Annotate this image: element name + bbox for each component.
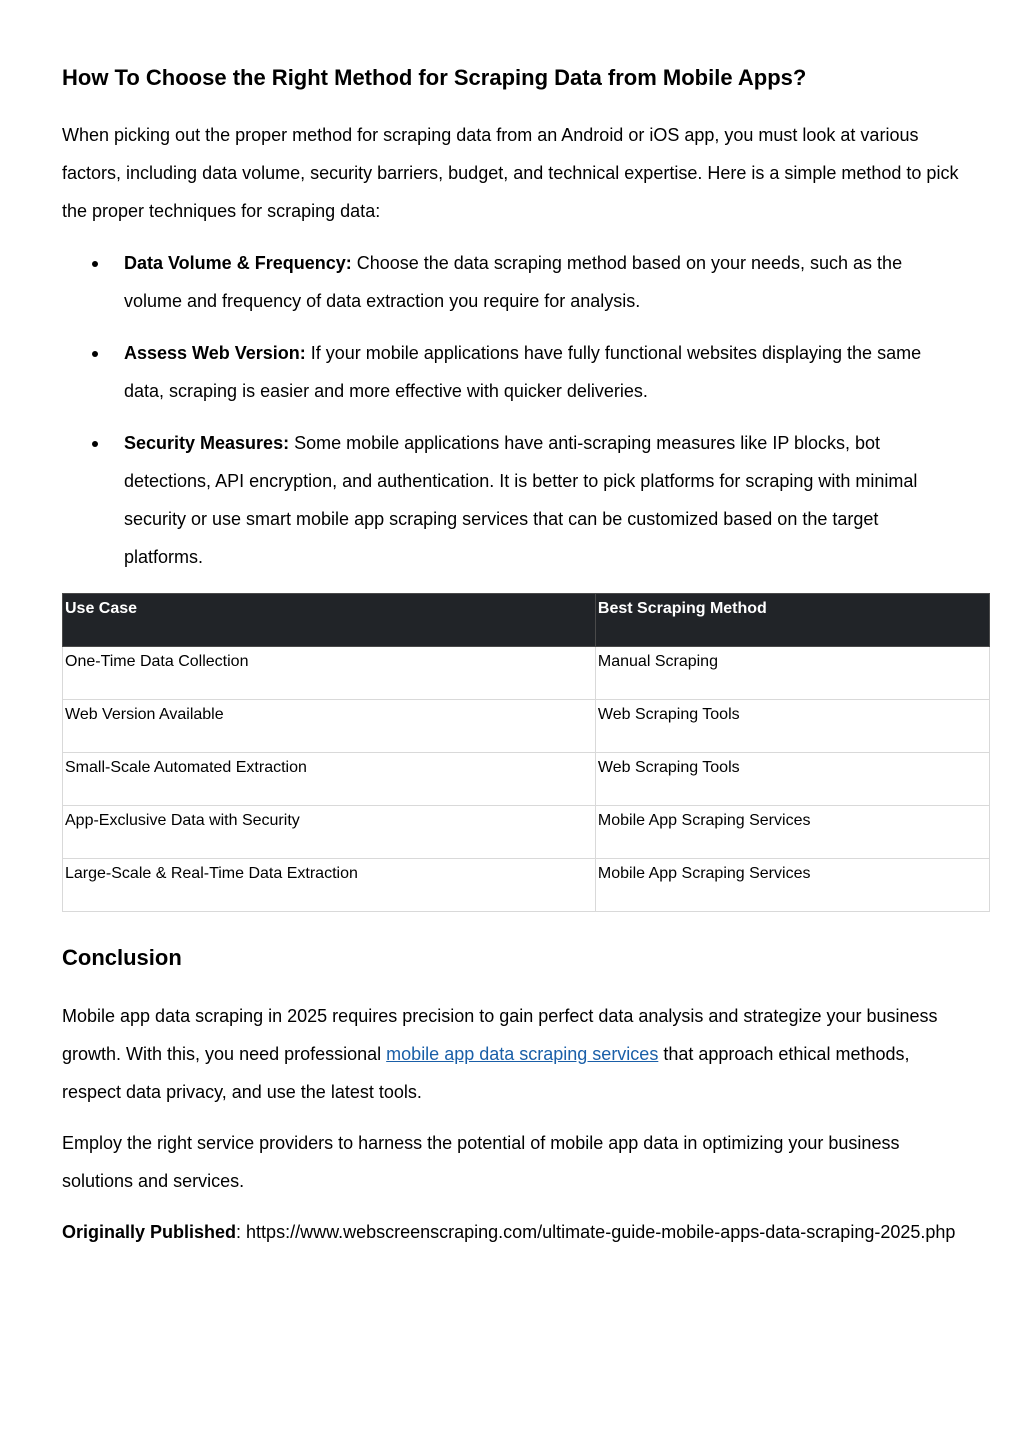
methods-table: [62, 593, 990, 912]
list-item-text: Choose the data scraping method based on your needs, such as the volume and frequency of data extraction you require for analysis.: [124, 253, 903, 311]
table-row: [63, 806, 990, 859]
table-row: [63, 700, 990, 753]
published-source: [62, 1213, 962, 1251]
table-cell-method: Manual Scraping: [595, 647, 989, 700]
conclusion-paragraph: [62, 997, 962, 1111]
list-item-label: Security Measures:: [124, 433, 290, 453]
conclusion-paragraph-2: Employ the right service providers to harness the potential of mobile app data in optimizing your business solutions and services.: [62, 1133, 900, 1191]
bullet-icon: [92, 261, 98, 267]
published-url: : https://www.webscreenscraping.com/ultimate-guide-mobile-apps-data-scraping-2025.php: [236, 1222, 956, 1242]
published-label: Originally Published: [62, 1222, 237, 1242]
list-item: [62, 424, 954, 576]
table-cell-use-case: One-Time Data Collection: [63, 647, 596, 700]
section-heading-method: How To Choose the Right Method for Scraping Data from Mobile Apps?: [62, 65, 807, 90]
list-item-label: Data Volume & Frequency:: [124, 253, 352, 273]
intro-paragraph: When picking out the proper method for scraping data from an Android or iOS app, you must look at various factors, including data volume, security barriers, budget, and technical expertise. Here is a simple method to pick the proper techniques for scraping data:: [62, 125, 959, 221]
section-heading-conclusion: Conclusion: [62, 945, 182, 970]
conclusion-text-after: that approach ethical methods, respect data privacy, and use the latest tools.: [62, 1044, 910, 1102]
bullet-icon: [92, 351, 98, 357]
table-row: [63, 859, 990, 912]
list-item: [62, 334, 954, 410]
table-cell-method: Mobile App Scraping Services: [595, 859, 989, 912]
table-header-row: [63, 594, 990, 647]
table-row: [63, 753, 990, 806]
column-header-use-case: Use Case: [63, 594, 596, 647]
factors-list: [62, 244, 962, 590]
bullet-icon: [92, 441, 98, 447]
table-cell-use-case: Large-Scale & Real-Time Data Extraction: [63, 859, 596, 912]
list-item: [62, 244, 954, 320]
list-item-text: Some mobile applications have anti-scraping measures like IP blocks, bot detections, API encryption, and authentication. It is better to pick platforms for scraping with minimal security or use smart mobile app scraping services that can be customized based on the target platforms.: [124, 433, 918, 567]
conclusion-text-before: Mobile app data scraping in 2025 requires precision to gain perfect data analysis and strategize your business growth. With this, you need professional: [62, 1006, 938, 1064]
table-row: [63, 647, 990, 700]
list-item-text: If your mobile applications have fully functional websites displaying the same data, scraping is easier and more effective with quicker deliveries.: [124, 343, 922, 401]
list-item-label: Assess Web Version:: [124, 343, 306, 363]
table-cell-method: Mobile App Scraping Services: [595, 806, 989, 859]
services-link[interactable]: mobile app data scraping services: [386, 1044, 659, 1064]
table-cell-method: Web Scraping Tools: [595, 700, 989, 753]
column-header-best-method: Best Scraping Method: [595, 594, 989, 647]
table-cell-method: Web Scraping Tools: [595, 753, 989, 806]
table-cell-use-case: App-Exclusive Data with Security: [63, 806, 596, 859]
table-cell-use-case: Web Version Available: [63, 700, 596, 753]
table-cell-use-case: Small-Scale Automated Extraction: [63, 753, 596, 806]
